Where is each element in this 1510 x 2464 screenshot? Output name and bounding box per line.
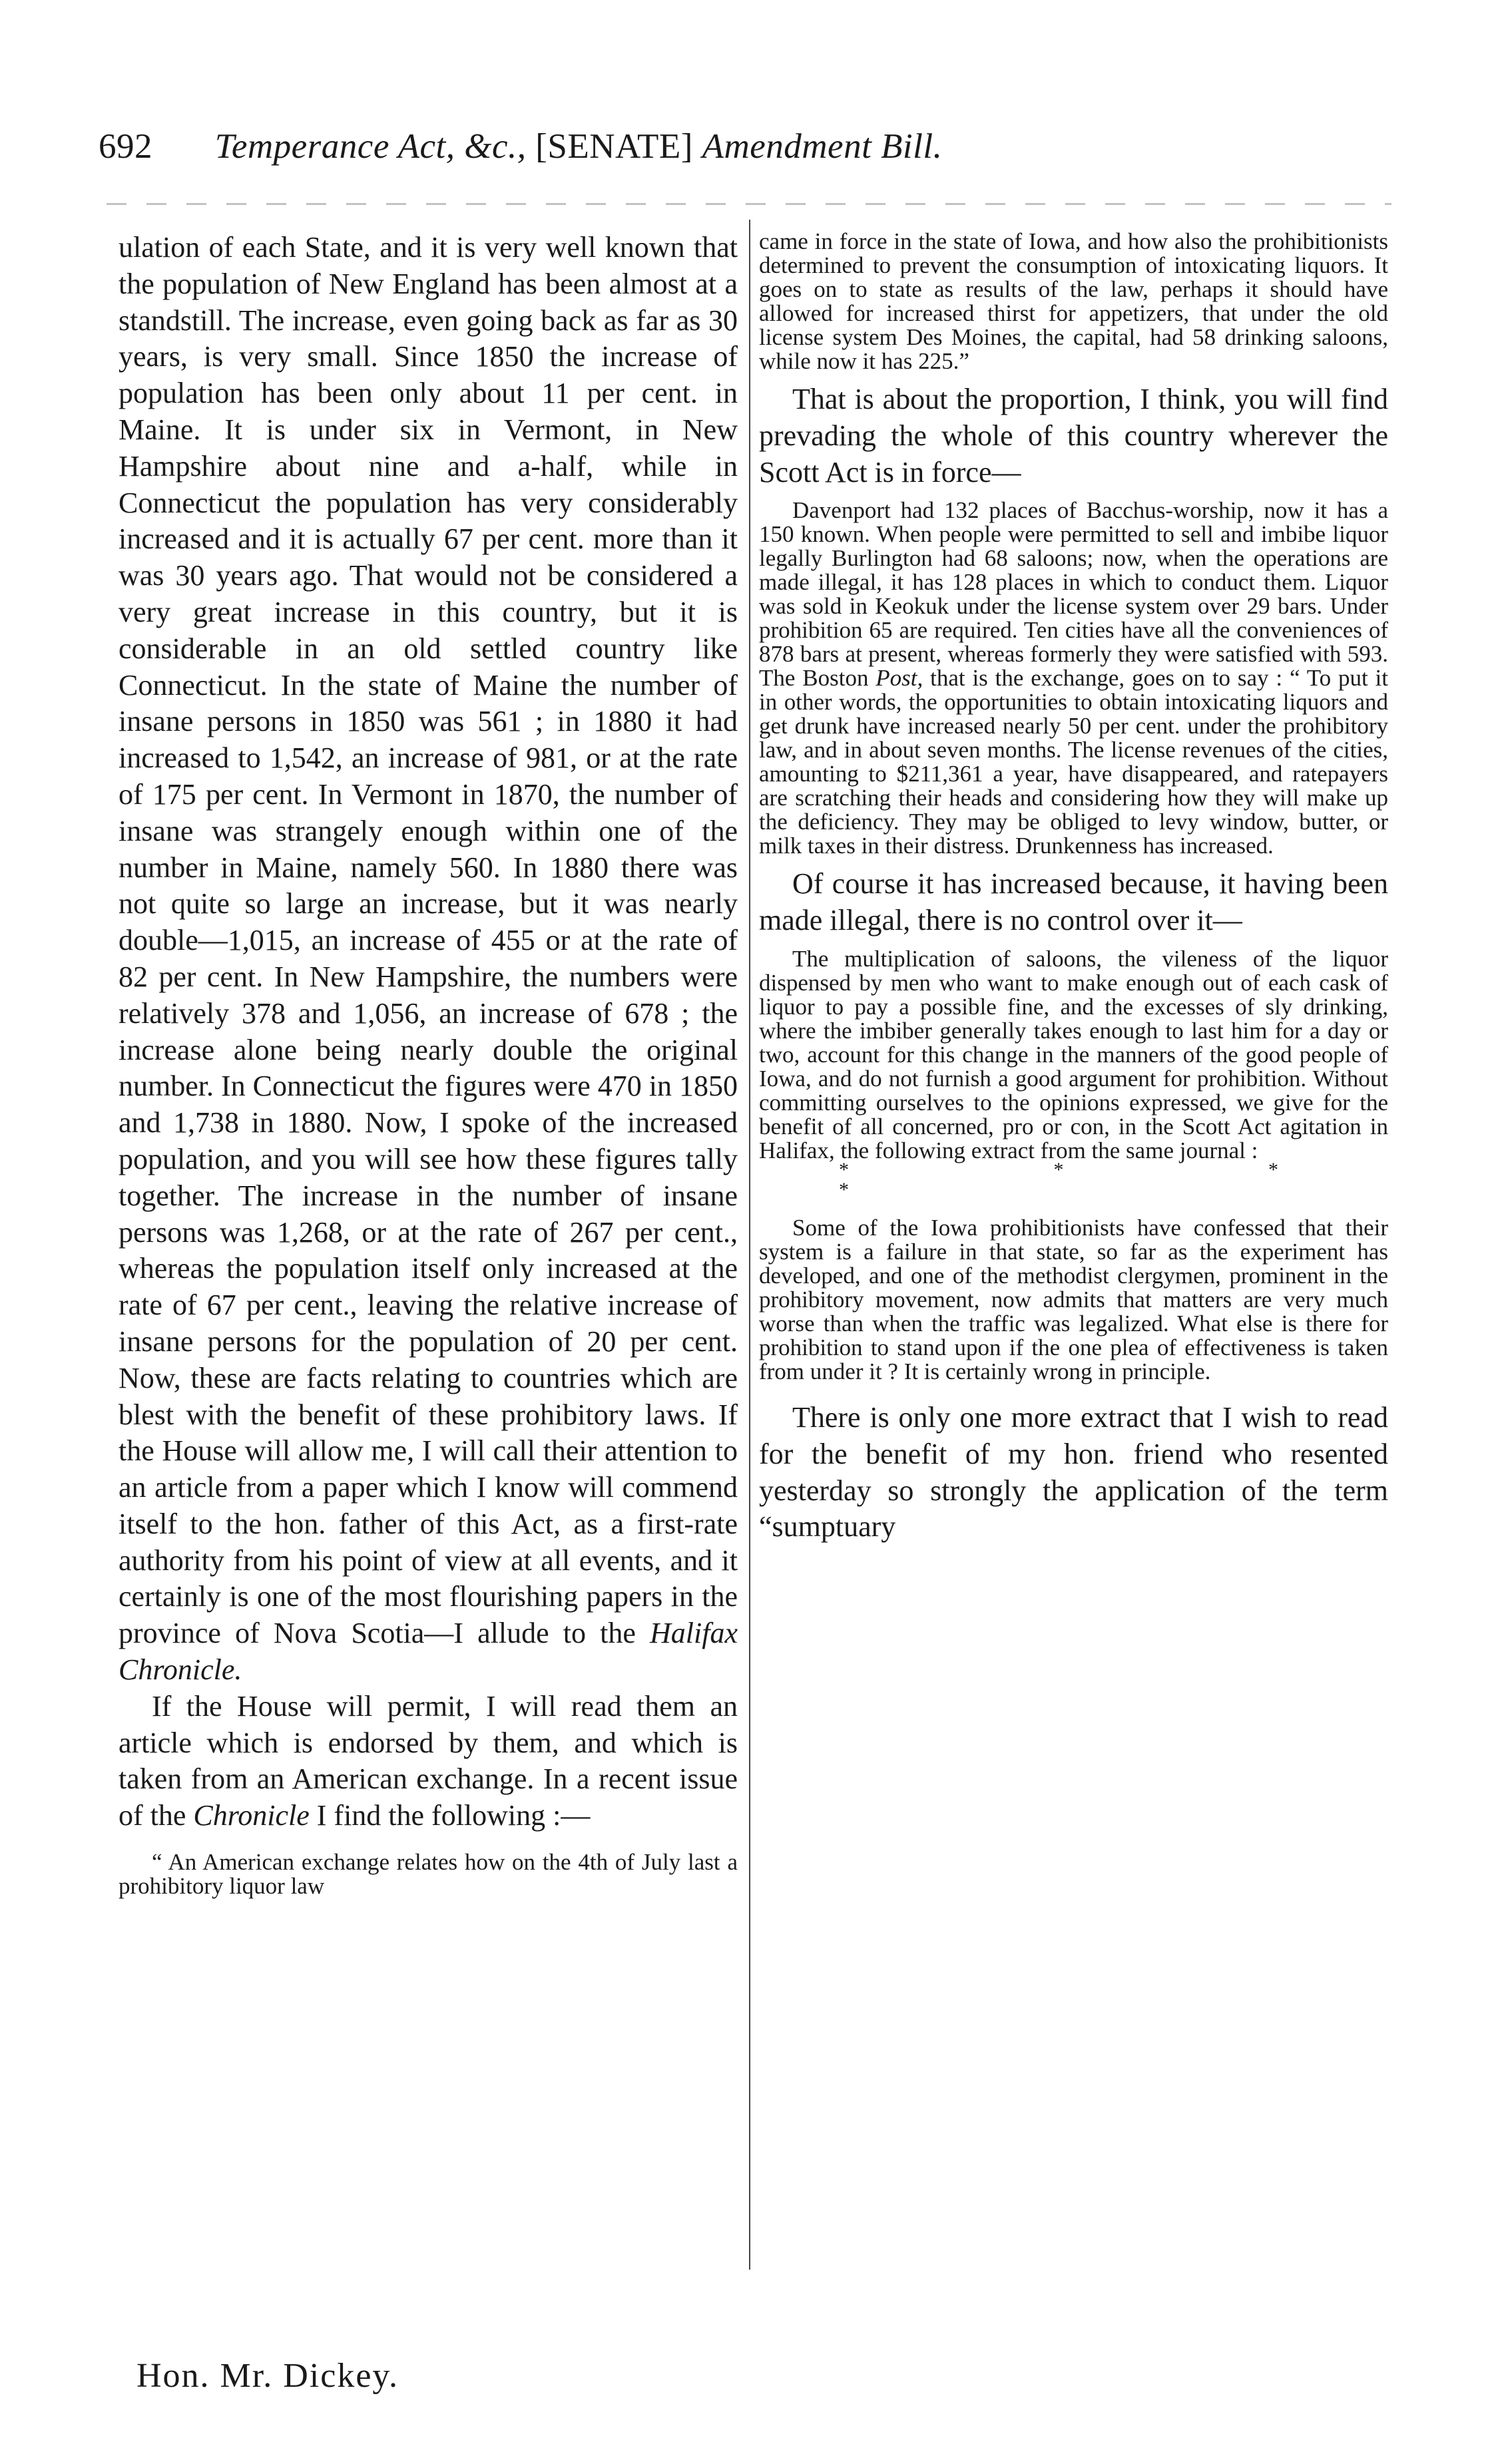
quote-text: that is the exchange, goes on to say : “ To put it in other words, the opportunities to obtain intoxicating liquors and get drunk have increased nearly 50 per cent. under the prohibitory law, and in about seven months. The license revenues of the cities, amounting to $211,361 a year, have disappeared, and ratepayers are scratching their heads and considering how they will make up the deficiency. They may be obliged to levy window, butter, or milk taxes in their distress. Drunkenness has increased. — [759, 665, 1388, 859]
header-rule — [107, 203, 1391, 205]
paragraph-italic: Chronicle — [193, 1799, 310, 1832]
paragraph: There is only one more extract that I wish to read for the benefit of my hon. friend who resented yesterday so strongly the application of the term “sumptuary — [759, 1400, 1388, 1543]
quote-text: Davenport had 132 places of Bacchus-worship, now it has a 150 known. When people were permitted to sell and imbibe liquor legally Burlington had 68 saloons; now, when the operations are made illegal, it has 128 places in which to conduct them. Liquor was sold in Keokuk under the license system over 29 bars. Under prohibition 65 are required. Ten cities have all the conveniences of 878 bars at present, whereas formerly they were satisfied with 593. The Boston — [759, 497, 1388, 692]
header-title-right: Amendment Bill. — [702, 127, 943, 166]
right-column — [759, 230, 1388, 1545]
quote-paragraph — [759, 499, 1388, 858]
quote-italic: Post, — [876, 665, 923, 692]
left-column — [119, 230, 738, 1898]
paragraph-text: If the House will permit, I will read them an article which is endorsed by them, and which is taken from an American exchange. In a recent issue of the — [119, 1689, 738, 1832]
ellipsis-stars: * * * * — [839, 1158, 1378, 1201]
paragraph — [119, 1689, 738, 1834]
speaker-footer: Hon. Mr. Dickey. — [136, 2357, 399, 2395]
paragraph: That is about the proportion, I think, you will find prevading the whole of this country wherever the Scott Act is in force— — [759, 383, 1388, 489]
paragraph-text: I find the following :— — [316, 1799, 591, 1832]
quote-paragraph: “ An American exchange relates how on the 4th of July last a prohibitory liquor law — [119, 1849, 738, 1900]
column-divider — [749, 220, 750, 2270]
page-number: 692 — [99, 127, 152, 166]
quote-paragraph: came in force in the state of Iowa, and how also the prohibitionists determined to prevent the consumption of intoxicating liquors. It goes on to state as results of the law, perhaps it should have allowed for increased thirst for appetizers, that under the old license system Des Moines, the capital, had 58 drinking saloons, while now it has 225.” — [759, 228, 1388, 374]
paragraph-text: ulation of each State, and it is very well known that the population of New England has been almost at a standstill. The increase, even going back as far as 30 years, is very small. Since 1850 the increase of population has been only about 11 per cent. in Maine. It is under six in Vermont, in New Hampshire about nine and a-half, while in Connecticut the population has very considerably increased and it is actually 67 per cent. more than it was 30 years ago. That would not be considered a very great increase in this country, but it is considerable in an old settled country like Connecticut. In the state of Maine the number of insane persons in 1850 was 561 ; in 1880 it had increased to 1,542, an increase of 981, or at the rate of 175 per cent. In Vermont in 1870, the number of insane was strangely enough within one of the number in Maine, namely 560. In 1880 there was not quite so large an increase, but it was nearly double—1,015, an increase of 455 or at the rate of 82 per cent. In New Hampshire, the numbers were relatively 378 and 1,056, an increase of 678 ; the increase alone being nearly double the original number. In Connecticut the figures were 470 in 1850 and 1,738 in 1880. Now, I spoke of the increased population, and you will see how these figures tally together. The increase in the number of insane persons was 1,268, or at the rate of 267 per cent., whereas the population itself only increased at the rate of 67 per cent., leaving the relative increase of insane persons for the population of 20 per cent. Now, these are facts relating to countries which are blest with the benefit of these prohibitory laws. If the House will allow me, I will call their attention to an article from a paper which I know will commend itself to the hon. father of this Act, as a first-rate authority from his point of view at all events, and it certainly is one of the most flourishing papers in the province of Nova Scotia—I allude to the — [119, 231, 738, 1650]
quote-paragraph: Some of the Iowa prohibitionists have confessed that their system is a failure in that state, so far as the experiment has developed, and one of the methodist clergymen, prominent in the prohibitory movement, now admits that matters are very much worse than when the traffic was legalized. What else is there for prohibition to stand upon if the one plea of effectiveness is taken from under it ? It is certainly wrong in principle. — [759, 1214, 1388, 1384]
header-title-center: [SENATE] — [535, 127, 693, 166]
paragraph — [119, 230, 738, 1689]
quote-paragraph: The multiplication of saloons, the vileness of the liquor dispensed by men who want to make enough out of each cask of liquor to pay a possible fine, and the excesses of sly drinking, where the imbiber generally takes enough to last him for a day or two, account for this change in the manners of the good people of Iowa, and do not furnish a good argument for prohibition. Without committing ourselves to the opinions expressed, we give for the benefit of all concerned, pro or con, in the Scott Act agitation in Halifax, the following extract from the same journal : — [759, 945, 1388, 1163]
running-header — [99, 126, 1387, 166]
paragraph-italic: Halifax Chronicle. — [119, 1617, 738, 1687]
header-title-left: Temperance Act, &c., — [214, 127, 527, 166]
paragraph: Of course it has increased because, it having been made illegal, there is no control over it— — [759, 867, 1388, 937]
